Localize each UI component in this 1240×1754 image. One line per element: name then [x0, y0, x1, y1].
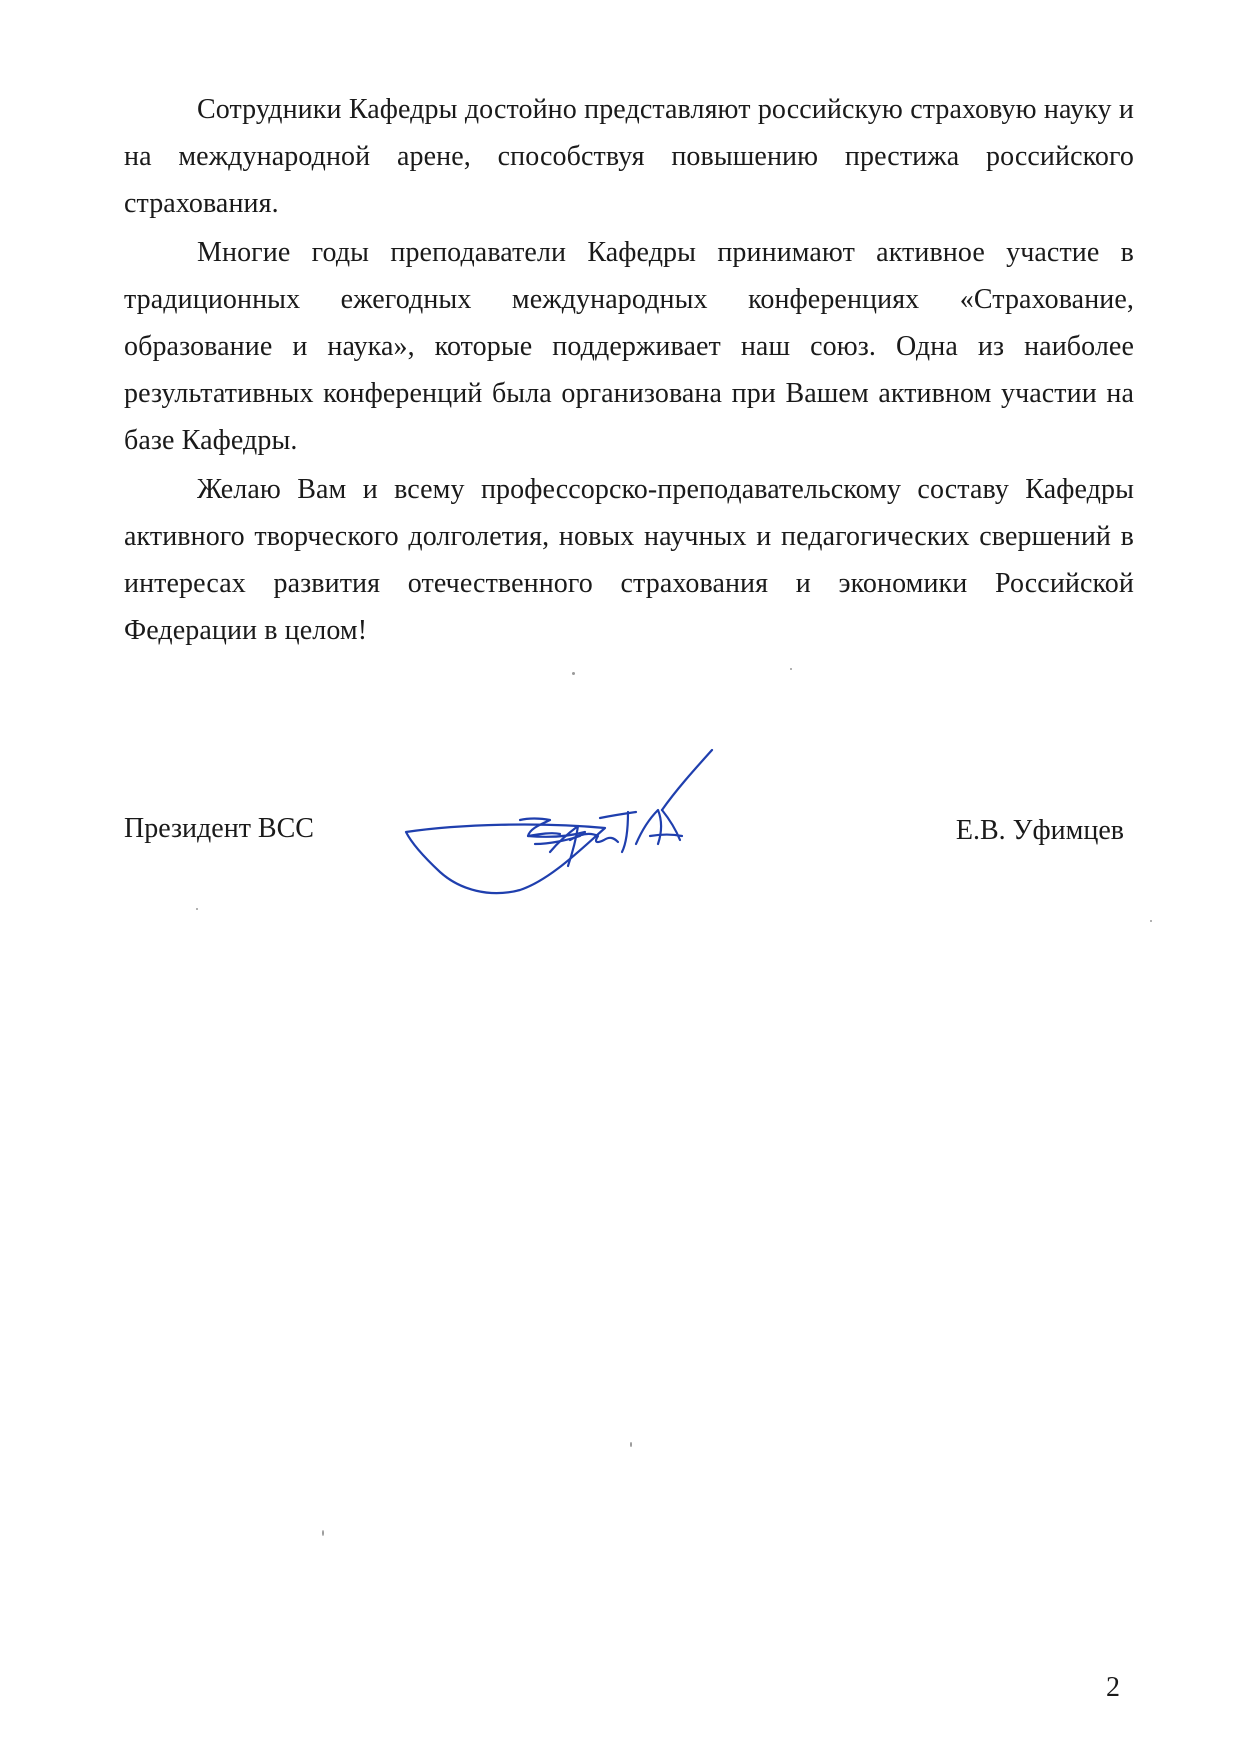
- scan-speck: [1150, 920, 1152, 922]
- signatory-name: Е.В. Уфимцев: [955, 815, 1124, 846]
- scan-speck: [790, 668, 792, 670]
- scan-speck: [630, 1442, 632, 1447]
- paragraph-1: Сотрудники Кафедры достойно представляют российскую страховую науку и на международной арене, способствуя повышению престижа российского страхования.: [124, 94, 1134, 219]
- handwritten-signature: [400, 740, 790, 900]
- signatory-role: Президент ВСС: [124, 813, 314, 844]
- paragraph-2: Многие годы преподаватели Кафедры принимают активное участие в традиционных ежегодных международных конференциях «Страхование, образование и наука», которые поддерживает наш союз. Одна из наиболее результативных конференций была организована при Вашем активном участии на базе Кафедры.: [124, 237, 1134, 456]
- letter-body: [124, 86, 1134, 656]
- scan-speck: [322, 1530, 324, 1536]
- page-number: 2: [1106, 1672, 1120, 1703]
- scan-speck: [572, 672, 575, 675]
- scan-speck: [196, 908, 198, 910]
- paragraph-3: Желаю Вам и всему профессорско-преподавательскому составу Кафедры активного творческого долголетия, новых научных и педагогических свершений в интересах развития отечественного страхования и экономики Российской Федерации в целом!: [124, 474, 1134, 646]
